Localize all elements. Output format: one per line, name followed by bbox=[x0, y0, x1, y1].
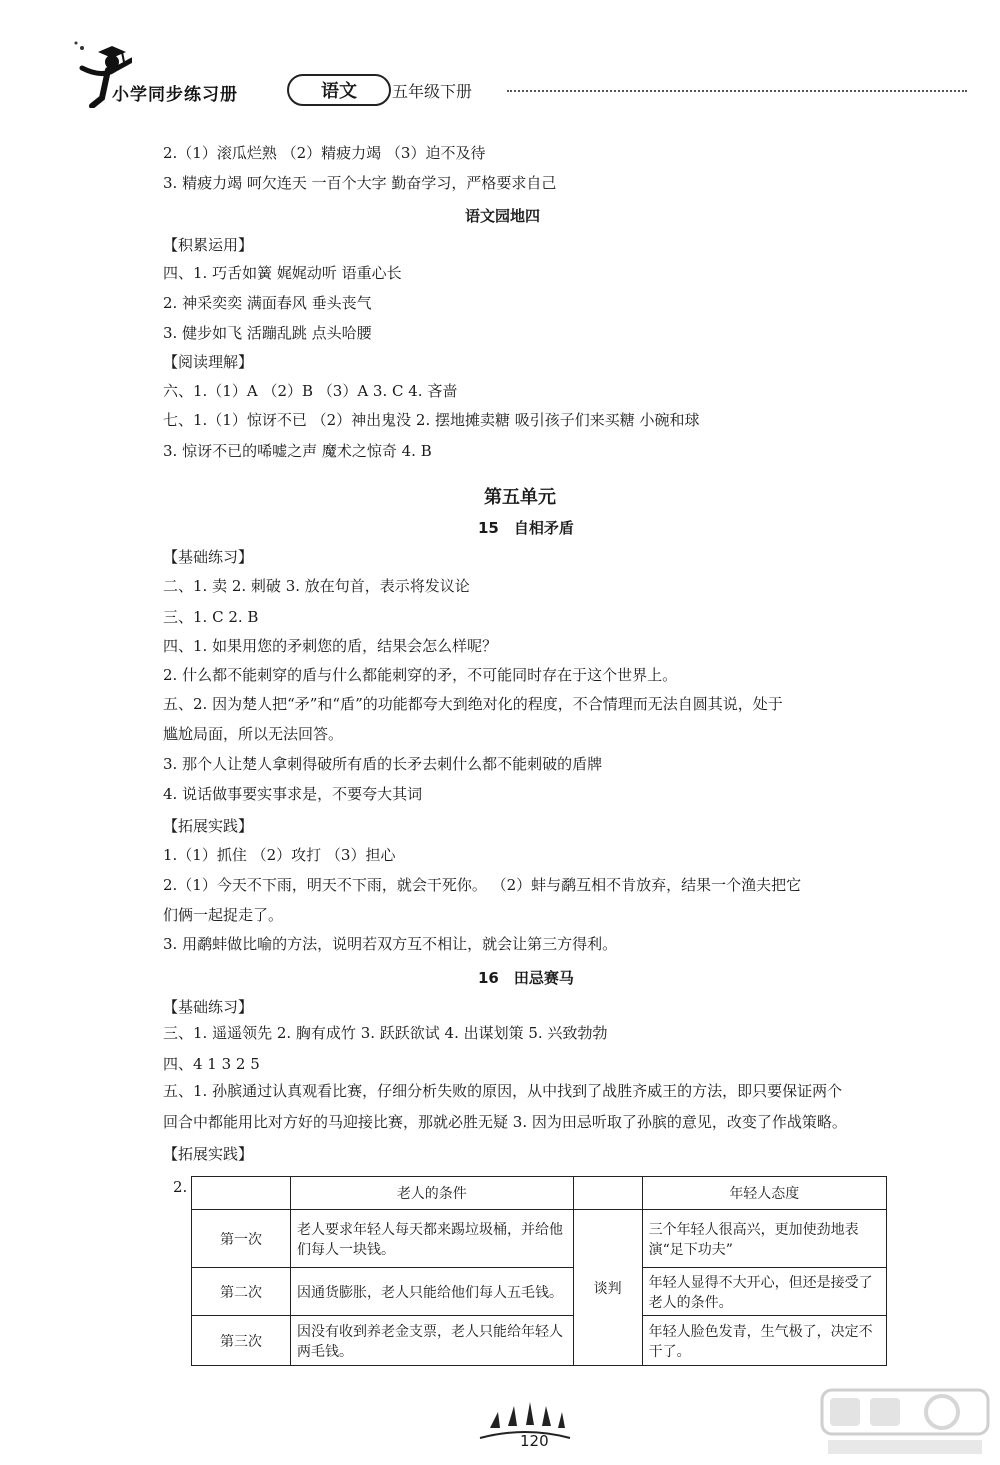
answer-line: 3. 那个人让楚人拿刺得破所有盾的长矛去刺什么都不能刺破的盾牌 bbox=[163, 755, 603, 773]
table-cell: 年轻人脸色发青，生气极了，决定不干了。 bbox=[642, 1316, 886, 1366]
lesson-title: 16 田忌赛马 bbox=[478, 969, 574, 987]
answer-line: 四、4 1 3 2 5 bbox=[163, 1055, 260, 1073]
section-tag: 【拓展实践】 bbox=[163, 817, 254, 835]
section-tag: 【拓展实践】 bbox=[163, 1145, 254, 1163]
table-row-label: 第二次 bbox=[192, 1268, 291, 1316]
table-cell: 三个年轻人很高兴，更加使劲地表演“足下功夫” bbox=[642, 1210, 886, 1268]
table-header-cell: 老人的条件 bbox=[291, 1177, 574, 1210]
answer-line: 2. 什么都不能刺穿的盾与什么都能刺穿的矛，不可能同时存在于这个世界上。 bbox=[163, 666, 678, 684]
watermark-logo-icon bbox=[820, 1388, 990, 1460]
page-header bbox=[62, 38, 962, 108]
table-header-cell bbox=[573, 1177, 642, 1210]
section-title: 语文园地四 bbox=[465, 207, 541, 225]
answer-line: 回合中都能用比对方好的马迎接比赛，那就必胜无疑 3. 因为田忌听取了孙膑的意见，改变了作战策略。 bbox=[163, 1113, 847, 1131]
table-row-label: 第一次 bbox=[192, 1210, 291, 1268]
table-row-label: 第三次 bbox=[192, 1316, 291, 1366]
answer-line: 五、1. 孙膑通过认真观看比赛，仔细分析失败的原因，从中找到了战胜齐威王的方法，即只要保证两个 bbox=[163, 1082, 843, 1100]
header-divider bbox=[507, 90, 967, 92]
table-middle-cell: 谈判 bbox=[573, 1210, 642, 1366]
table-header-row bbox=[192, 1177, 887, 1210]
grade-label: 五年级下册 bbox=[392, 82, 473, 101]
table-cell: 因通货膨胀，老人只能给他们每人五毛钱。 bbox=[291, 1268, 574, 1316]
answer-line: 六、1.（1）A （2）B （3）A 3. C 4. 吝啬 bbox=[163, 382, 458, 400]
answer-line: 尴尬局面，所以无法回答。 bbox=[163, 725, 344, 743]
answer-line: 四、1. 巧舌如簧 娓娓动听 语重心长 bbox=[163, 264, 402, 282]
section-tag: 【基础练习】 bbox=[163, 548, 254, 566]
answer-line: 2. 神采奕奕 满面春风 垂头丧气 bbox=[163, 294, 372, 312]
subject-badge: 语文 bbox=[287, 74, 391, 106]
answer-line: 4. 说话做事要实事求是，不要夸大其词 bbox=[163, 785, 423, 803]
lesson-title: 15 自相矛盾 bbox=[478, 519, 574, 537]
answer-line: 七、1.（1）惊讶不已 （2）神出鬼没 2. 摆地摊卖糖 吸引孩子们来买糖 小碗和球 bbox=[163, 411, 700, 429]
answer-line: 四、1. 如果用您的矛刺您的盾，结果会怎么样呢？ bbox=[163, 637, 498, 655]
answer-line: 2.（1）滚瓜烂熟 （2）精疲力竭 （3）迫不及待 bbox=[163, 144, 486, 162]
table-row bbox=[192, 1210, 887, 1268]
answer-line: 五、2. 因为楚人把“矛”和“盾”的功能都夸大到绝对化的程度，不合情理而无法自圆其说，处于 bbox=[163, 695, 783, 713]
answer-table bbox=[191, 1176, 887, 1366]
answer-line: 1.（1）抓住 （2）攻打 （3）担心 bbox=[163, 846, 396, 864]
table-header-cell: 年轻人态度 bbox=[642, 1177, 886, 1210]
answer-line: 2.（1）今天不下雨，明天不下雨，就会干死你。 （2）蚌与鹬互相不肯放弃，结果一个渔夫把它 bbox=[163, 876, 802, 894]
answer-line: 3. 精疲力竭 呵欠连天 一百个大字 勤奋学习，严格要求自己 bbox=[163, 174, 557, 192]
section-tag: 【阅读理解】 bbox=[163, 353, 254, 371]
page-number: 120 bbox=[520, 1432, 549, 1450]
table-row bbox=[192, 1268, 887, 1316]
table-cell: 老人要求年轻人每天都来踢垃圾桶，并给他们每人一块钱。 bbox=[291, 1210, 574, 1268]
answer-line: 们俩一起捉走了。 bbox=[163, 906, 284, 924]
book-brand: 小学同步练习册 bbox=[112, 85, 238, 105]
question-number: 2. bbox=[173, 1178, 188, 1196]
section-tag: 【基础练习】 bbox=[163, 998, 254, 1016]
table-row bbox=[192, 1316, 887, 1366]
answer-line: 二、1. 卖 2. 刺破 3. 放在句首，表示将发议论 bbox=[163, 577, 470, 595]
section-tag: 【积累运用】 bbox=[163, 236, 254, 254]
table-cell: 年轻人显得不大开心，但还是接受了老人的条件。 bbox=[642, 1268, 886, 1316]
answer-line: 3. 健步如飞 活蹦乱跳 点头哈腰 bbox=[163, 324, 372, 342]
answer-line: 3. 惊讶不已的唏嘘之声 魔术之惊奇 4. B bbox=[163, 442, 432, 460]
table-corner-cell bbox=[192, 1177, 291, 1210]
table-cell: 因没有收到养老金支票，老人只能给年轻人两毛钱。 bbox=[291, 1316, 574, 1366]
answer-line: 3. 用鹬蚌做比喻的方法，说明若双方互不相让，就会让第三方得利。 bbox=[163, 935, 618, 953]
answer-line: 三、1. 遥遥领先 2. 胸有成竹 3. 跃跃欲试 4. 出谋划策 5. 兴致勃勃 bbox=[163, 1024, 608, 1042]
answer-line: 三、1. C 2. B bbox=[163, 608, 259, 626]
unit-title: 第五单元 bbox=[484, 487, 556, 508]
